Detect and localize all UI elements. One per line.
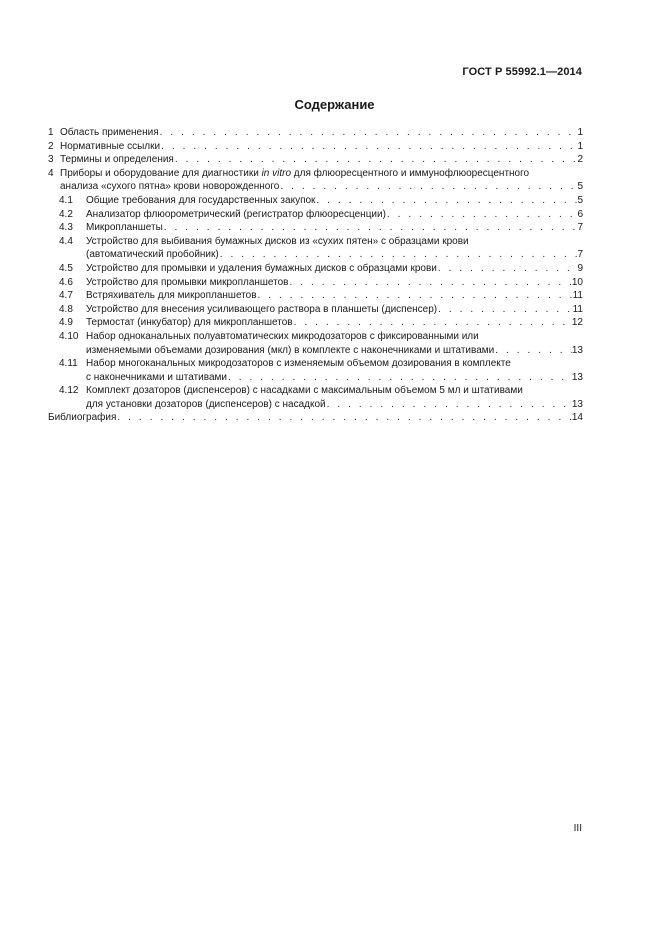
toc-leader-dots [163, 221, 577, 235]
toc-entry-number: 4.2 [59, 208, 73, 220]
toc-entry-4-9[interactable] [48, 316, 583, 330]
toc-entry-4-12[interactable] [48, 384, 583, 411]
toc-entry-number: 4.3 [59, 222, 73, 234]
toc-entry-4-3[interactable] [48, 221, 583, 235]
table-of-contents [48, 126, 583, 425]
toc-entry-4-4[interactable] [48, 235, 583, 262]
toc-leader-dots [494, 344, 572, 358]
toc-entry-text: Область применения [60, 127, 159, 138]
toc-leader-dots [289, 276, 572, 290]
toc-entry-number: 4.5 [59, 262, 73, 274]
toc-entry-4-10[interactable] [48, 330, 583, 357]
toc-entry-page: 7 [577, 249, 583, 261]
page-number: III [573, 823, 582, 834]
toc-leader-dots [326, 398, 572, 412]
toc-entry-number: 4.12 [59, 385, 79, 397]
toc-leader-dots [227, 371, 572, 385]
toc-leader-dots [257, 289, 573, 303]
toc-title: Содержание [294, 97, 375, 112]
toc-leader-dots [279, 180, 577, 194]
toc-leader-dots [159, 126, 577, 140]
toc-entry-page: 10 [571, 276, 583, 288]
toc-entry-page: 13 [571, 344, 583, 356]
toc-entry-text: Встряхиватель для микропланшетов [86, 290, 257, 302]
toc-entry-4-6[interactable] [48, 276, 583, 290]
toc-entry-text: с наконечниками и штативами [86, 371, 227, 383]
toc-entry-page: 5 [577, 194, 583, 206]
toc-entry-text: Микропланшеты [86, 222, 163, 234]
toc-leader-dots [437, 262, 577, 276]
toc-entry-3[interactable] [48, 153, 583, 167]
toc-entry-number: 4 [48, 167, 54, 179]
toc-entry-text-line: Набор одноканальных полуавтоматических микродозаторов с фиксированными или [86, 330, 479, 342]
toc-entry-text-line: Комплект дозаторов (диспенсеров) с насадками с максимальным объемом 5 мл и штативами [86, 385, 523, 397]
toc-entry-page: 6 [577, 208, 583, 220]
toc-entry-text: (автоматический пробойник) [86, 249, 219, 261]
toc-entry-page: 13 [571, 398, 583, 410]
toc-entry-number: 4.8 [59, 303, 73, 315]
toc-entry-text: Термины и определения [60, 154, 174, 166]
toc-entry-text-part: Приборы и оборудование для диагностики [60, 167, 262, 179]
toc-entry-text: изменяемыми объемами дозирования (мкл) в комплекте с наконечниками и штативами [86, 344, 495, 356]
toc-leader-dots [315, 194, 577, 208]
toc-entry-text: Устройство для промывки микропланшетов [86, 276, 289, 288]
toc-entry-4[interactable] [48, 167, 583, 194]
toc-entry-page: 11 [572, 290, 583, 302]
toc-entry-text: Анализатор флюорометрический (регистратор флюоресценции) [86, 208, 386, 220]
toc-leader-dots [293, 316, 572, 330]
toc-entry-page: 2 [577, 154, 583, 166]
toc-entry-text: Библиография [48, 412, 117, 424]
toc-entry-text: для установки дозаторов (диспенсеров) с насадкой [86, 398, 326, 410]
toc-entry-page: 1 [577, 140, 583, 152]
toc-entry-number: 4.1 [59, 194, 73, 206]
toc-leader-dots [160, 140, 577, 154]
document-code: ГОСТ Р 55992.1—2014 [462, 66, 582, 78]
toc-entry-number: 4.10 [59, 330, 79, 342]
toc-entry-number: 4.4 [59, 235, 73, 247]
toc-leader-dots [386, 208, 577, 222]
toc-entry-text-line: Набор многоканальных микродозаторов с изменяемым объемом дозирования в комплекте [86, 358, 511, 370]
toc-entry-text-italic: in vitro [261, 167, 292, 179]
toc-entry-number: 4.7 [59, 290, 73, 302]
toc-entry-text-line [60, 167, 583, 181]
toc-entry-number: 4.6 [59, 276, 73, 288]
toc-entry-page: 9 [577, 262, 583, 274]
toc-entry-page: 1 [577, 127, 583, 138]
toc-entry-text: Термостат (инкубатор) для микропланшетов [86, 317, 293, 329]
toc-leader-dots [116, 411, 571, 425]
toc-entry-number: 2 [48, 140, 54, 152]
toc-entry-4-7[interactable] [48, 289, 583, 303]
toc-entry-page: 13 [571, 371, 583, 383]
toc-entry-page: 14 [571, 412, 583, 424]
toc-entry-page: 5 [577, 181, 583, 193]
toc-entry-2[interactable] [48, 140, 583, 154]
toc-entry-number: 3 [48, 154, 54, 166]
toc-entry-text: Устройство для промывки и удаления бумажных дисков с образцами крови [86, 262, 437, 274]
toc-entry-4-1[interactable] [48, 194, 583, 208]
toc-entry-text-line: Устройство для выбивания бумажных дисков из «сухих пятен» с образцами крови [86, 235, 469, 247]
toc-entry-4-8[interactable] [48, 303, 583, 317]
toc-entry-number: 4.9 [59, 317, 73, 329]
toc-entry-text: анализа «сухого пятна» крови новорожденного [60, 181, 280, 193]
toc-entry-bibliography[interactable] [48, 411, 583, 425]
toc-entry-page: 12 [571, 317, 583, 329]
toc-entry-page: 11 [572, 303, 583, 315]
toc-entry-1[interactable] [48, 126, 583, 140]
toc-entry-number: 1 [48, 127, 54, 138]
toc-entry-4-2[interactable] [48, 208, 583, 222]
toc-entry-number: 4.11 [59, 358, 78, 370]
toc-leader-dots [174, 153, 577, 167]
toc-entry-page: 7 [577, 222, 583, 234]
toc-entry-4-11[interactable] [48, 357, 583, 384]
toc-leader-dots [437, 303, 573, 317]
toc-entry-text: Устройство для внесения усиливающего раствора в планшеты (диспенсер) [86, 303, 438, 315]
toc-entry-text-part: для флюоресцентного и иммунофлюоресцентного [291, 167, 530, 179]
toc-entry-4-5[interactable] [48, 262, 583, 276]
toc-leader-dots [219, 248, 577, 262]
toc-entry-text: Общие требования для государственных закупок [86, 194, 316, 206]
toc-entry-text: Нормативные ссылки [60, 140, 161, 152]
